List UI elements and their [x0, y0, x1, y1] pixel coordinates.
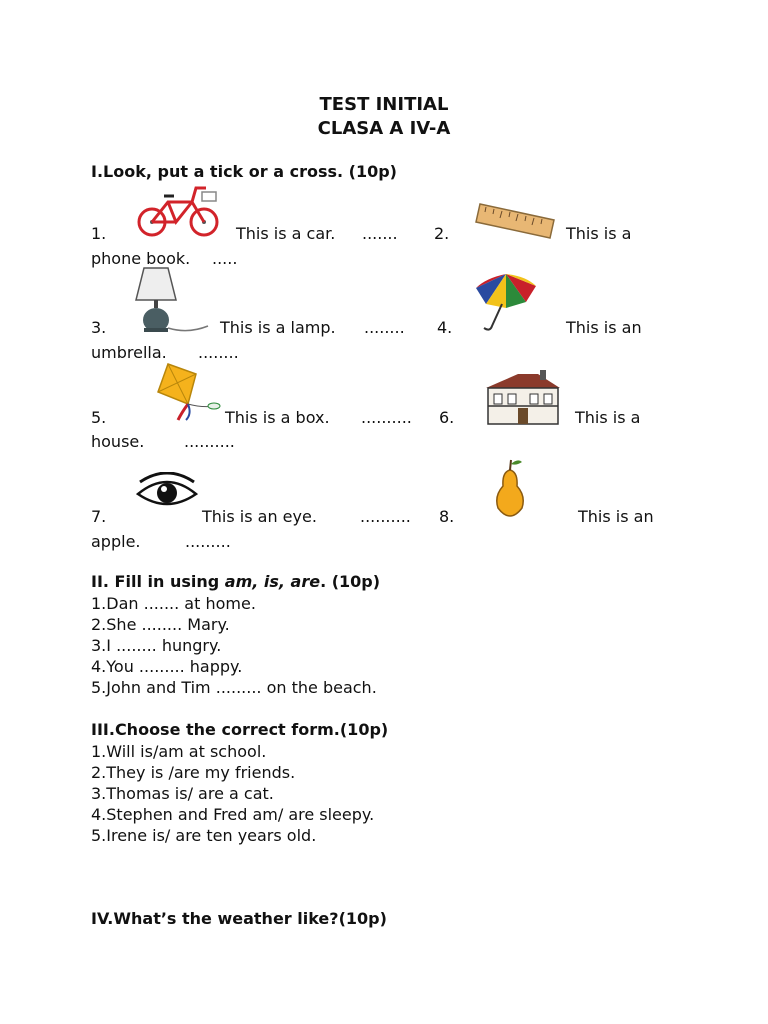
section2-heading-words: am, is, are — [224, 572, 321, 591]
section3-line: 3.Thomas is/ are a cat. — [91, 784, 274, 803]
item1-sentence: This is a car. — [236, 224, 336, 243]
item5-answer-dots: .......... — [361, 408, 412, 427]
section4-heading: IV.What’s the weather like?(10p) — [91, 909, 387, 928]
item1-number: 1. — [91, 224, 107, 243]
item7-answer-dots: .......... — [360, 507, 411, 526]
section3-line: 2.They is /are my friends. — [91, 763, 296, 782]
item2-sentence: This is a — [566, 224, 632, 243]
item1-answer-dots: ....... — [362, 224, 398, 243]
item3-sentence: This is a lamp. — [220, 318, 336, 337]
section1-heading: I.Look, put a tick or a cross. (10p) — [91, 162, 397, 181]
page-title: TEST INITIAL — [319, 94, 449, 115]
bicycle-icon — [136, 182, 222, 240]
section2-heading-prefix: II. Fill in using — [91, 572, 225, 591]
item4-answer-dots: ........ — [198, 343, 239, 362]
lamp-icon — [132, 266, 212, 336]
kite-icon — [154, 362, 222, 424]
section3-line: 5.Irene is/ are ten years old. — [91, 826, 317, 845]
item5-sentence: This is a box. — [225, 408, 330, 427]
section2-line: 5.John and Tim ......... on the beach. — [91, 678, 377, 697]
item4-continuation: umbrella. — [91, 343, 167, 362]
item2-number: 2. — [434, 224, 450, 243]
item8-continuation: apple. — [91, 532, 141, 551]
item2-answer-dots: ..... — [212, 249, 238, 268]
section2-line: 2.She ........ Mary. — [91, 615, 230, 634]
section3-line: 4.Stephen and Fred am/ are sleepy. — [91, 805, 375, 824]
item2-continuation: phone book. — [91, 249, 191, 268]
umbrella-icon — [472, 268, 540, 334]
item8-number: 8. — [439, 507, 455, 526]
section2-line: 1.Dan ....... at home. — [91, 594, 256, 613]
ruler-icon — [474, 200, 556, 240]
item4-sentence: This is an — [566, 318, 642, 337]
section3-line: 1.Will is/am at school. — [91, 742, 267, 761]
section2-list — [91, 593, 377, 698]
item7-sentence: This is an eye. — [202, 507, 317, 526]
house-icon — [478, 368, 564, 426]
item7-number: 7. — [91, 507, 107, 526]
item6-sentence: This is a — [575, 408, 641, 427]
section2-heading-suffix: . (10p) — [320, 572, 381, 591]
section2-line: 3.I ........ hungry. — [91, 636, 222, 655]
page-subtitle: CLASA A IV-A — [317, 118, 451, 139]
section3-heading: III.Choose the correct form.(10p) — [91, 720, 389, 739]
item5-number: 5. — [91, 408, 107, 427]
item4-number: 4. — [437, 318, 453, 337]
section2-line: 4.You ......... happy. — [91, 657, 243, 676]
item8-answer-dots: ......... — [185, 532, 231, 551]
item3-answer-dots: ........ — [364, 318, 405, 337]
item6-continuation: house. — [91, 432, 145, 451]
item3-number: 3. — [91, 318, 107, 337]
eye-icon — [134, 472, 200, 512]
section2-heading — [91, 572, 380, 591]
section3-list — [91, 741, 374, 846]
pear-icon — [490, 456, 530, 518]
item6-answer-dots: .......... — [184, 432, 235, 451]
item6-number: 6. — [439, 408, 455, 427]
item8-sentence: This is an — [578, 507, 654, 526]
